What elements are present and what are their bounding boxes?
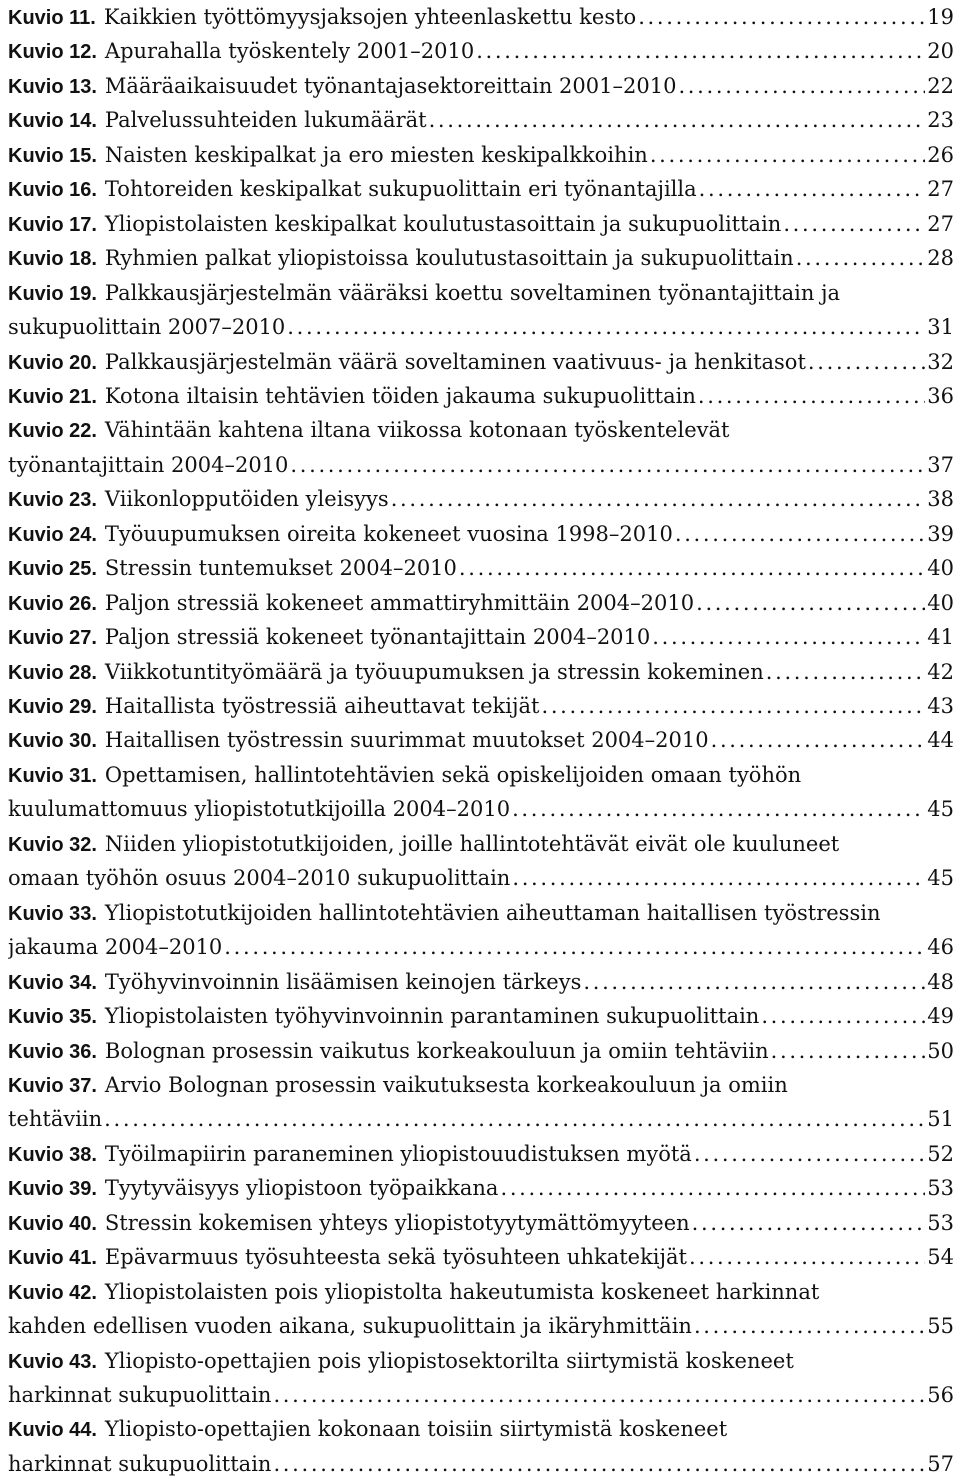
figure-title: Stressin tuntemukset 2004–2010 xyxy=(104,556,457,581)
page-number: 23 xyxy=(927,108,954,133)
page-number: 46 xyxy=(927,935,954,960)
dot-leader xyxy=(652,620,925,654)
dot-leader xyxy=(287,310,925,344)
figure-title: työnantajittain 2004–2010 xyxy=(8,452,289,477)
figure-number: Kuvio 36. xyxy=(8,1040,97,1063)
page-number: 53 xyxy=(927,1176,954,1201)
figure-title: Stressin kokemisen yhteys yliopistotyytymättömyyteen xyxy=(104,1210,690,1235)
page-number: 43 xyxy=(927,694,954,718)
figure-number: Kuvio 43. xyxy=(8,1350,97,1373)
figure-title: Kotona iltaisin tehtävien töiden jakauma sukupuolittain xyxy=(104,383,696,408)
toc-entry-line[interactable] xyxy=(8,172,954,206)
dot-leader xyxy=(675,517,925,551)
dot-leader xyxy=(783,207,925,241)
page-number: 22 xyxy=(927,73,954,98)
figure-title: Tyytyväisyys yliopistoon työpaikkana xyxy=(104,1176,499,1201)
toc-entry-line[interactable] xyxy=(8,207,954,241)
figure-title: Niiden yliopistotutkijoiden, joille hallintotehtävät eivät ole kuuluneet xyxy=(104,831,840,856)
dot-leader xyxy=(429,103,926,137)
figure-title: Yliopistolaisten työhyvinvoinnin parantaminen sukupuolittain xyxy=(104,1004,760,1029)
toc-entry-line[interactable] xyxy=(8,999,954,1033)
toc-entry-line[interactable] xyxy=(8,1206,954,1240)
figure-number: Kuvio 13. xyxy=(8,75,97,98)
page-number: 52 xyxy=(927,1141,954,1166)
figure-number: Kuvio 30. xyxy=(8,730,97,753)
figure-title: Työhyvinvoinnin lisäämisen keinojen tärkeys xyxy=(104,969,582,994)
toc-entry-line[interactable] xyxy=(8,310,954,344)
page-number: 19 xyxy=(927,5,954,29)
toc-entry-line[interactable] xyxy=(8,896,954,930)
page-number: 40 xyxy=(927,556,954,581)
page-number: 38 xyxy=(927,487,954,512)
dot-leader xyxy=(678,69,925,103)
page-number: 27 xyxy=(927,211,954,236)
dot-leader xyxy=(796,241,926,275)
toc-entry-line[interactable] xyxy=(8,482,954,516)
figure-number: Kuvio 18. xyxy=(8,248,97,271)
dot-leader xyxy=(699,172,926,206)
figure-title: Paljon stressiä kokeneet ammattiryhmittäin 2004–2010 xyxy=(104,590,695,615)
toc-entry-line[interactable] xyxy=(8,655,954,689)
toc-entry-line[interactable] xyxy=(8,413,954,447)
page-number: 32 xyxy=(927,349,954,374)
toc-entry-line[interactable] xyxy=(8,241,954,275)
figure-number: Kuvio 33. xyxy=(8,902,97,925)
figure-number: Kuvio 41. xyxy=(8,1247,97,1270)
dot-leader xyxy=(650,138,925,172)
dot-leader xyxy=(500,1171,925,1205)
figure-number: Kuvio 34. xyxy=(8,971,97,994)
figure-title: Yliopisto-opettajien kokonaan toisiin siirtymistä koskeneet xyxy=(104,1417,728,1442)
page-number: 31 xyxy=(927,315,954,340)
toc-entry-line[interactable] xyxy=(8,1068,954,1102)
toc-entry-line[interactable] xyxy=(8,1344,954,1378)
figure-title: Yliopistotutkijoiden hallintotehtävien aiheuttaman haitallisen työstressin xyxy=(104,900,881,925)
figure-number: Kuvio 26. xyxy=(8,592,97,615)
figure-title: Haitallisen työstressin suurimmat muutokset 2004–2010 xyxy=(104,728,709,753)
dot-leader xyxy=(692,1206,926,1240)
dot-leader xyxy=(541,689,925,723)
figure-number: Kuvio 42. xyxy=(8,1281,97,1304)
page-number: 50 xyxy=(927,1038,954,1063)
toc-entry-line[interactable] xyxy=(8,379,954,413)
figure-title: Arvio Bolognan prosessin vaikutuksesta korkeakouluun ja omiin xyxy=(104,1072,788,1097)
toc-entry-line[interactable] xyxy=(8,1102,954,1136)
page-number: 55 xyxy=(927,1314,954,1339)
toc-entry-line[interactable] xyxy=(8,276,954,310)
toc-entry-line[interactable] xyxy=(8,723,954,757)
page-number: 28 xyxy=(927,246,954,271)
page-number: 26 xyxy=(927,142,954,167)
dot-leader xyxy=(224,930,925,964)
figure-title: kahden edellisen vuoden aikana, sukupuolittain ja ikäryhmittäin xyxy=(8,1314,692,1339)
dot-leader xyxy=(583,965,925,999)
dot-leader xyxy=(273,1378,925,1412)
toc-entry-line[interactable] xyxy=(8,1412,954,1446)
page-number: 36 xyxy=(927,383,954,408)
figure-title: Kaikkien työttömyysjaksojen yhteenlaskettu kesto xyxy=(103,5,637,29)
toc-entry-line[interactable] xyxy=(8,551,954,585)
dot-leader xyxy=(766,655,926,689)
toc-entry-line[interactable] xyxy=(8,448,954,482)
toc-entry-line[interactable] xyxy=(8,1034,954,1068)
dot-leader xyxy=(694,1309,925,1343)
figure-number: Kuvio 32. xyxy=(8,833,97,856)
dot-leader xyxy=(711,723,926,757)
page-number: 45 xyxy=(927,797,954,822)
dot-leader xyxy=(391,482,926,516)
figure-number: Kuvio 39. xyxy=(8,1178,97,1201)
figure-number: Kuvio 25. xyxy=(8,558,97,581)
page-number: 42 xyxy=(927,659,954,684)
figure-number: Kuvio 12. xyxy=(8,41,97,64)
figure-number: Kuvio 28. xyxy=(8,661,97,684)
toc-entry-line[interactable] xyxy=(8,620,954,654)
figure-number: Kuvio 44. xyxy=(8,1419,97,1442)
dot-leader xyxy=(512,861,925,895)
figure-title: Yliopisto-opettajien pois yliopistosektorilta siirtymistä koskeneet xyxy=(104,1348,794,1373)
toc-entry-line[interactable] xyxy=(8,0,954,34)
toc-entry-line[interactable] xyxy=(8,345,954,379)
page-number: 37 xyxy=(927,452,954,477)
figure-title: harkinnat sukupuolittain xyxy=(8,1451,272,1476)
figure-number: Kuvio 22. xyxy=(8,420,97,443)
figure-title: Opettamisen, hallintotehtävien sekä opiskelijoiden omaan työhön xyxy=(104,762,802,787)
figure-number: Kuvio 21. xyxy=(8,385,97,408)
dot-leader xyxy=(698,379,925,413)
figure-title: tehtäviin xyxy=(8,1107,103,1132)
page-number: 44 xyxy=(927,728,954,753)
page-number: 27 xyxy=(927,177,954,202)
figure-number: Kuvio 38. xyxy=(8,1143,97,1166)
figure-title: Palkkausjärjestelmän väärä soveltaminen vaativuus- ja henkitasot xyxy=(104,349,806,374)
toc-entry-line[interactable] xyxy=(8,586,954,620)
dot-leader xyxy=(696,586,925,620)
page-number: 20 xyxy=(927,39,954,64)
figure-title: Epävarmuus työsuhteesta sekä työsuhteen uhkatekijät xyxy=(104,1245,687,1270)
figure-number: Kuvio 40. xyxy=(8,1212,97,1235)
figure-number: Kuvio 14. xyxy=(8,110,97,133)
figure-title: harkinnat sukupuolittain xyxy=(8,1383,272,1407)
figure-title: Tohtoreiden keskipalkat sukupuolittain eri työnantajilla xyxy=(104,177,697,202)
dot-leader xyxy=(512,792,925,826)
toc-entry-line[interactable] xyxy=(8,930,954,964)
toc-entry-line[interactable] xyxy=(8,689,954,723)
dot-leader xyxy=(638,0,925,34)
figure-number: Kuvio 11. xyxy=(8,7,96,29)
toc-entry-line[interactable] xyxy=(8,103,954,137)
dot-leader xyxy=(104,1102,925,1136)
figure-title: Palvelussuhteiden lukumäärät xyxy=(104,108,427,133)
toc-entry-line[interactable] xyxy=(8,34,954,68)
figure-number: Kuvio 31. xyxy=(8,764,97,787)
dot-leader xyxy=(808,345,925,379)
figure-title: Palkkausjärjestelmän vääräksi koettu soveltaminen työnantajittain ja xyxy=(104,280,841,305)
page-number: 57 xyxy=(927,1451,954,1476)
figure-number: Kuvio 37. xyxy=(8,1074,97,1097)
figure-title: Ryhmien palkat yliopistoissa koulutustasoittain ja sukupuolittain xyxy=(104,246,794,271)
figure-number: Kuvio 17. xyxy=(8,213,97,236)
figure-title: Määräaikaisuudet työnantajasektoreittain 2001–2010 xyxy=(104,73,677,98)
toc-entry-line[interactable] xyxy=(8,1378,954,1412)
toc-entry-line[interactable] xyxy=(8,758,954,792)
toc-entry-line[interactable] xyxy=(8,1309,954,1343)
figure-title: omaan työhön osuus 2004–2010 sukupuolittain xyxy=(8,866,511,891)
figure-title: kuulumattomuus yliopistotutkijoilla 2004–2010 xyxy=(8,797,511,822)
dot-leader xyxy=(771,1034,926,1068)
figure-title: Bolognan prosessin vaikutus korkeakouluun ja omiin tehtäviin xyxy=(104,1038,769,1063)
page-number: 48 xyxy=(927,969,954,994)
toc-entry-line[interactable] xyxy=(8,1240,954,1274)
figure-title: Työuupumuksen oireita kokeneet vuosina 1998–2010 xyxy=(104,521,673,546)
figure-number: Kuvio 16. xyxy=(8,179,97,202)
figure-number: Kuvio 27. xyxy=(8,627,97,650)
page-number: 56 xyxy=(927,1383,954,1407)
figure-number: Kuvio 15. xyxy=(8,144,97,167)
toc-entry-line[interactable] xyxy=(8,965,954,999)
figure-number: Kuvio 23. xyxy=(8,489,97,512)
figure-title: Viikonlopputöiden yleisyys xyxy=(104,487,389,512)
figure-number: Kuvio 35. xyxy=(8,1006,97,1029)
dot-leader xyxy=(689,1240,925,1274)
toc-entry-line[interactable] xyxy=(8,861,954,895)
figure-title: Työilmapiirin paraneminen yliopistouudistuksen myötä xyxy=(104,1141,692,1166)
figure-number: Kuvio 19. xyxy=(8,282,97,305)
figure-title: Viikkotuntityömäärä ja työuupumuksen ja stressin kokeminen xyxy=(104,659,764,684)
dot-leader xyxy=(694,1137,925,1171)
toc-entry-line[interactable] xyxy=(8,69,954,103)
page-number: 39 xyxy=(927,521,954,546)
toc-entry-line[interactable] xyxy=(8,792,954,826)
figure-title: Yliopistolaisten keskipalkat koulutustasoittain ja sukupuolittain xyxy=(104,211,782,236)
page-number: 54 xyxy=(927,1245,954,1270)
figure-number: Kuvio 20. xyxy=(8,351,97,374)
figure-number: Kuvio 24. xyxy=(8,523,97,546)
figure-title: Vähintään kahtena iltana viikossa kotonaan työskentelevät xyxy=(104,418,730,443)
page-number: 45 xyxy=(927,866,954,891)
toc-entry-line[interactable] xyxy=(8,138,954,172)
figure-title: Apurahalla työskentely 2001–2010 xyxy=(104,39,475,64)
toc-entry-line[interactable] xyxy=(8,1447,954,1481)
figure-title: sukupuolittain 2007–2010 xyxy=(8,315,286,340)
figure-title: jakauma 2004–2010 xyxy=(8,935,223,960)
toc-entry-line[interactable] xyxy=(8,1137,954,1171)
toc-entry-line[interactable] xyxy=(8,827,954,861)
figure-title: Yliopistolaisten pois yliopistolta hakeutumista koskeneet harkinnat xyxy=(104,1279,820,1304)
figure-title: Paljon stressiä kokeneet työnantajittain 2004–2010 xyxy=(104,625,651,650)
toc-entry-line[interactable] xyxy=(8,1275,954,1309)
dot-leader xyxy=(459,551,925,585)
dot-leader xyxy=(290,448,925,482)
toc-entry-line[interactable] xyxy=(8,1171,954,1205)
dot-leader xyxy=(476,34,925,68)
page-number: 49 xyxy=(927,1004,954,1029)
figure-number: Kuvio 29. xyxy=(8,696,97,718)
page-number: 53 xyxy=(927,1210,954,1235)
page-number: 40 xyxy=(927,590,954,615)
page-number: 51 xyxy=(927,1107,954,1132)
figure-title: Haitallista työstressiä aiheuttavat tekijät xyxy=(104,694,540,718)
toc-entry-line[interactable] xyxy=(8,517,954,551)
dot-leader xyxy=(761,999,925,1033)
figure-title: Naisten keskipalkat ja ero miesten keskipalkkoihin xyxy=(104,142,648,167)
dot-leader xyxy=(273,1447,925,1481)
page-number: 41 xyxy=(927,625,954,650)
